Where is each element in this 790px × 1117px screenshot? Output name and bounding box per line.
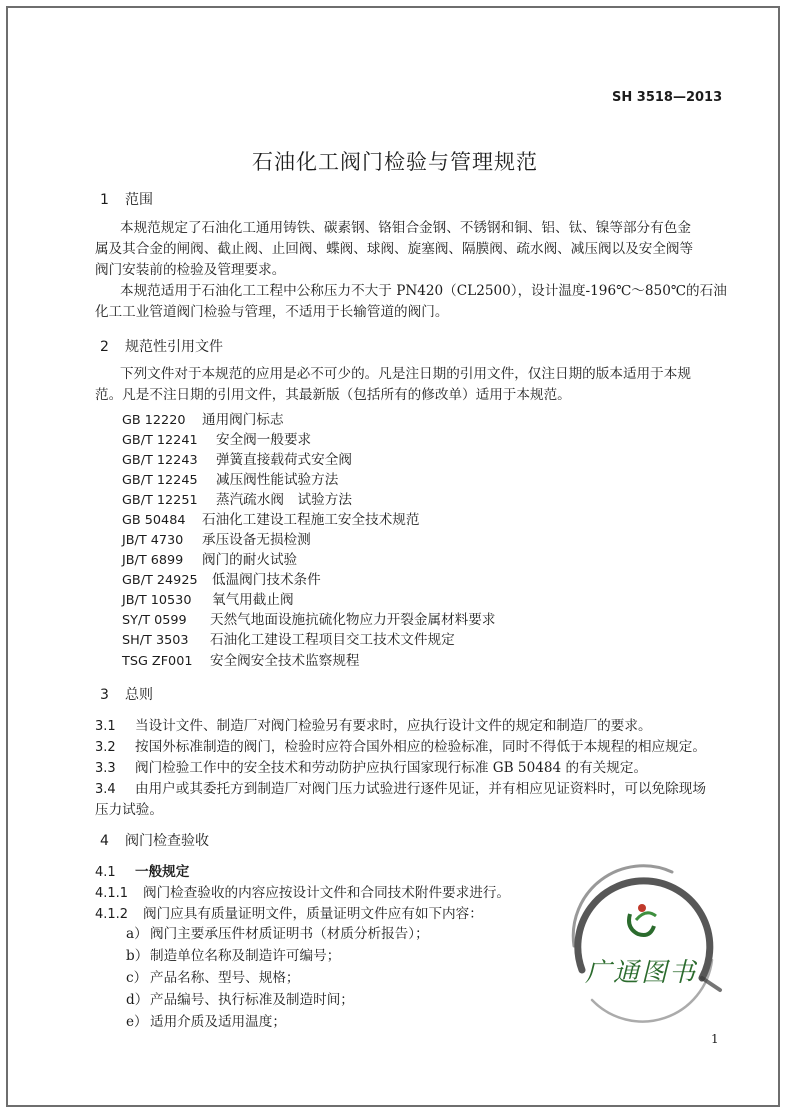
list-marker: b）: [126, 948, 149, 964]
list-marker: e）: [126, 1014, 148, 1030]
section-title: 规范性引用文件: [125, 339, 223, 355]
reference-title: 承压设备无损检测: [202, 532, 311, 548]
brush-circle: [573, 866, 720, 1022]
reference-item: [122, 649, 360, 669]
clause-number: 3.2: [95, 740, 116, 755]
clause-3-1: [95, 714, 652, 734]
reference-code: SH/T 3503: [122, 633, 189, 648]
scope-paragraph-1-line-2: 属及其合金的闸阀、截止阀、止回阀、蝶阀、球阀、旋塞阀、隔膜阀、疏水阀、减压阀以及安全阀等: [95, 241, 694, 257]
list-text: 适用介质及适用温度；: [150, 1014, 286, 1030]
reference-title: 减压阀性能试验方法: [216, 472, 339, 488]
list-item: [126, 922, 429, 942]
clause-text: 阀门应具有质量证明文件，质量证明文件应有如下内容：: [143, 906, 483, 922]
section-4-heading: [100, 830, 209, 850]
reference-item: [122, 468, 338, 488]
clause-3-4: [95, 777, 706, 797]
clause-text: 由用户或其委托方到制造厂对阀门压力试验进行逐件见证，并有相应见证资料时，可以免除现场: [135, 781, 706, 797]
reference-title: 弹簧直接载荷式安全阀: [216, 452, 352, 468]
reference-code: GB 50484: [122, 513, 186, 528]
section-2-heading: [100, 336, 223, 356]
clause-3-3: [95, 756, 647, 776]
reference-code: GB/T 12243: [122, 453, 198, 468]
clause-4-1: [95, 860, 189, 880]
clause-4-1-2: [95, 902, 483, 922]
reference-item: [122, 568, 321, 588]
clause-number: 3.1: [95, 719, 116, 734]
clause-number: 4.1.1: [95, 886, 129, 901]
section-1-heading: [100, 189, 153, 209]
logo-icon: [629, 904, 656, 935]
reference-code: SY/T 0599: [122, 613, 187, 628]
clause-number: 4.1: [95, 865, 116, 880]
reference-item: [122, 408, 284, 428]
page-number: 1: [711, 1032, 719, 1046]
reference-code: GB/T 24925: [122, 573, 198, 588]
reference-item: [122, 488, 352, 508]
clause-4-1-1: [95, 881, 510, 901]
section-title: 范围: [125, 192, 153, 208]
list-item: [126, 1010, 286, 1030]
reference-code: GB 12220: [122, 413, 186, 428]
list-text: 产品编号、执行标准及制造时间；: [150, 992, 354, 1008]
clause-number: 3.3: [95, 761, 116, 776]
reference-code: GB/T 12251: [122, 493, 198, 508]
reference-code: JB/T 6899: [122, 553, 184, 568]
scope-paragraph-2-line-2: 化工工业管道阀门检验与管理，不适用于长输管道的阀门。: [95, 304, 449, 320]
reference-item: [122, 448, 352, 468]
list-marker: d）: [126, 992, 149, 1008]
section-number: 4: [100, 833, 109, 849]
list-item: [126, 944, 340, 964]
section-title: 总则: [125, 687, 153, 703]
document-title: 石油化工阀门检验与管理规范: [252, 150, 538, 174]
reference-title: 蒸汽疏水阀 试验方法: [216, 492, 352, 508]
reference-code: GB/T 12241: [122, 433, 198, 448]
section-number: 2: [100, 339, 109, 355]
scope-paragraph-1-line-1: 本规范规定了石油化工通用铸铁、碳素钢、铬钼合金钢、不锈钢和铜、铝、钛、镍等部分有色金: [120, 220, 691, 236]
list-item: [126, 988, 354, 1008]
list-marker: c）: [126, 970, 148, 986]
clause-text: 阀门检查验收的内容应按设计文件和合同技术附件要求进行。: [143, 885, 511, 901]
section-title: 阀门检查验收: [125, 833, 209, 849]
reference-title: 石油化工建设工程项目交工技术文件规定: [210, 632, 455, 648]
reference-code: JB/T 10530: [122, 593, 192, 608]
section-number: 1: [100, 192, 109, 208]
clause-number: 3.4: [95, 782, 116, 797]
section-3-heading: [100, 684, 153, 704]
reference-code: TSG ZF001: [122, 654, 193, 669]
clause-number: 4.1.2: [95, 907, 129, 922]
reference-title: 低温阀门技术条件: [212, 572, 321, 588]
reference-title: 天然气地面设施抗硫化物应力开裂金属材料要求: [210, 612, 496, 628]
reference-code: GB/T 12245: [122, 473, 198, 488]
reference-item: [122, 548, 297, 568]
reference-title: 阀门的耐火试验: [202, 552, 298, 568]
refs-intro-line-1: 下列文件对于本规范的应用是必不可少的。凡是注日期的引用文件，仅注日期的版本适用于本规: [120, 366, 691, 382]
reference-title: 石油化工建设工程施工安全技术规范: [202, 512, 420, 528]
list-text: 产品名称、型号、规格；: [150, 970, 300, 986]
clause-3-2: [95, 735, 706, 755]
reference-title: 安全阀一般要求: [216, 432, 312, 448]
list-text: 阀门主要承压件材质证明书（材质分析报告）；: [150, 926, 429, 942]
reference-item: [122, 428, 311, 448]
list-marker: a）: [126, 926, 148, 942]
section-number: 3: [100, 687, 109, 703]
reference-title: 通用阀门标志: [202, 412, 284, 428]
scope-paragraph-2-line-1: 本规范适用于石油化工工程中公称压力不大于 PN420（CL2500），设计温度-196℃～850℃的石油: [120, 283, 727, 299]
reference-item: [122, 588, 294, 608]
clause-text: 当设计文件、制造厂对阀门检验另有要求时，应执行设计文件的规定和制造厂的要求。: [135, 718, 652, 734]
stamp-text: 广通图书: [585, 958, 698, 988]
list-text: 制造单位名称及制造许可编号；: [150, 948, 341, 964]
reference-title: 安全阀安全技术监察规程: [210, 653, 360, 669]
reference-code: JB/T 4730: [122, 533, 184, 548]
list-item: [126, 966, 300, 986]
clause-text: 阀门检验工作中的安全技术和劳动防护应执行国家现行标准 GB 50484 的有关规定。: [135, 760, 648, 776]
clause-text: 按国外标准制造的阀门，检验时应符合国外相应的检验标准，同时不得低于本规程的相应规定。: [135, 739, 706, 755]
scope-paragraph-1-line-3: 阀门安装前的检验及管理要求。: [95, 262, 286, 278]
reference-item: [122, 608, 495, 628]
reference-item: [122, 508, 420, 528]
refs-intro-line-2: 范。凡是不注日期的引用文件，其最新版（包括所有的修改单）适用于本规范。: [95, 387, 571, 403]
reference-title: 氧气用截止阀: [212, 592, 294, 608]
standard-number: SH 3518—2013: [612, 90, 723, 105]
watermark-stamp: [552, 850, 732, 1030]
clause-3-4-continued: 压力试验。: [95, 802, 163, 818]
reference-item: [122, 528, 311, 548]
reference-item: [122, 628, 455, 648]
clause-title: 一般规定: [135, 864, 190, 880]
